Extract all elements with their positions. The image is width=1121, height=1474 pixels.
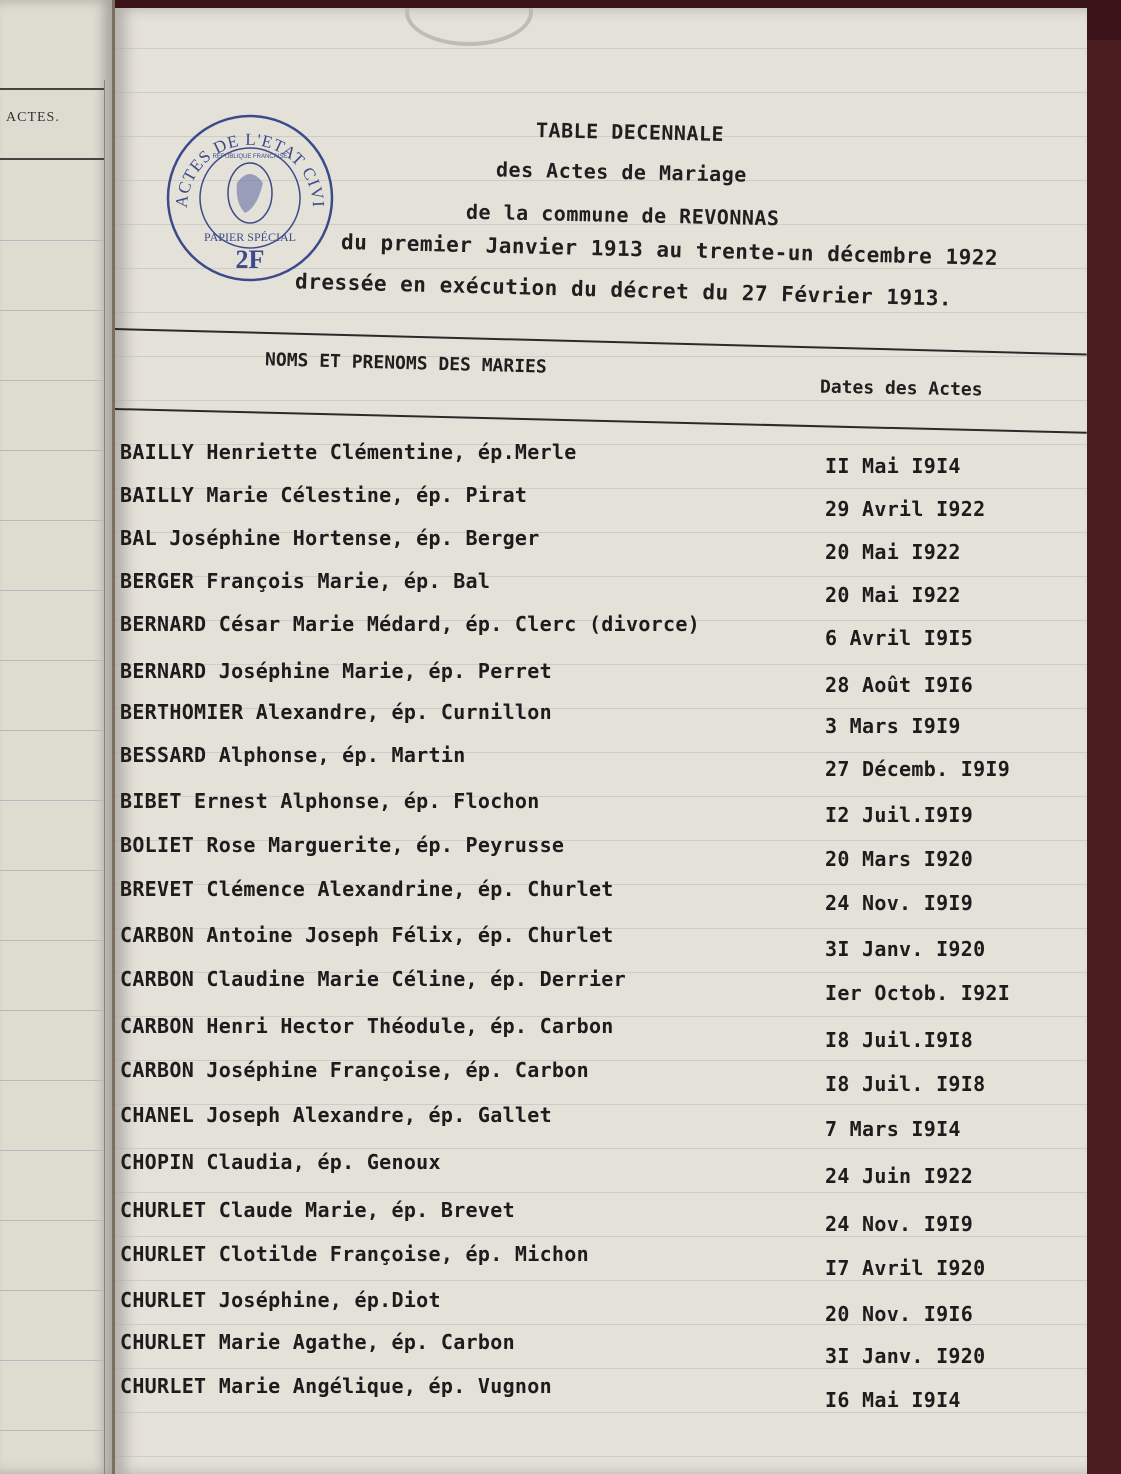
left-page-ruled-line <box>0 310 104 311</box>
left-page-rule <box>0 88 104 90</box>
stamp-top-text: ACTES DE L'ETAT CIVI <box>171 129 329 209</box>
entry-name: BREVET Clémence Alexandrine, ép. Churlet <box>120 877 614 901</box>
page-ruled-line <box>115 1192 1087 1193</box>
left-page-ruled-line <box>0 1430 104 1431</box>
entry-date: 24 Nov. I9I9 <box>825 1212 974 1236</box>
entry-name: BERNARD Joséphine Marie, ép. Perret <box>120 659 552 683</box>
left-page-ruled-line <box>0 380 104 381</box>
marriage-entry <box>115 612 1087 650</box>
entry-date: 20 Mars I920 <box>825 847 974 871</box>
entry-date: II Mai I9I4 <box>825 454 961 478</box>
left-page-ruled-line <box>0 240 104 241</box>
binder-ring <box>405 8 533 46</box>
entry-name: CARBON Claudine Marie Céline, ép. Derrier <box>120 967 626 991</box>
left-page-ruled-line <box>0 660 104 661</box>
marriage-entry <box>115 1374 1087 1412</box>
left-page-ruled-line <box>0 1150 104 1151</box>
document-title: TABLE DECENNALE <box>535 118 725 146</box>
entry-name: BERTHOMIER Alexandre, ép. Curnillon <box>120 700 552 724</box>
left-page-margin-line <box>104 80 105 1474</box>
document-subtitle: des Actes de Mariage <box>495 157 748 187</box>
names-column-header: NOMS ET PRENOMS DES MARIES <box>264 349 547 378</box>
entry-date: I2 Juil.I9I9 <box>825 803 974 827</box>
marriage-entry <box>115 789 1087 827</box>
header-separator-bottom <box>115 408 1087 434</box>
page-ruled-line <box>115 1368 1087 1369</box>
entry-name: CHURLET Joséphine, ép.Diot <box>120 1288 441 1312</box>
page-ruled-line <box>115 312 1087 313</box>
left-page-ruled-line <box>0 1220 104 1221</box>
left-page-ruled-line <box>0 1290 104 1291</box>
page-ruled-line <box>115 1412 1087 1413</box>
entry-date: 20 Mai I922 <box>825 540 961 564</box>
page-ruled-line <box>115 1280 1087 1281</box>
marriage-entry <box>115 569 1087 607</box>
marriage-entry <box>115 1103 1087 1141</box>
page-ruled-line <box>115 1236 1087 1237</box>
marriage-entry <box>115 659 1087 697</box>
left-page-ruled-line <box>0 940 104 941</box>
left-page-ruled-line <box>0 800 104 801</box>
period-line: du premier Janvier 1913 au trente-un décembre 1922 <box>340 229 999 271</box>
entry-name: CHURLET Marie Agathe, ép. Carbon <box>120 1330 515 1354</box>
left-page <box>0 0 115 1474</box>
entry-name: BESSARD Alphonse, ép. Martin <box>120 743 466 767</box>
entry-name: CHURLET Claude Marie, ép. Brevet <box>120 1198 515 1222</box>
entry-name: CARBON Antoine Joseph Félix, ép. Churlet <box>120 923 614 947</box>
entry-date: 20 Nov. I9I6 <box>825 1302 974 1326</box>
marriage-entry <box>115 483 1087 521</box>
marriage-entry <box>115 1198 1087 1236</box>
entry-name: BIBET Ernest Alphonse, ép. Flochon <box>120 789 540 813</box>
entry-date: I8 Juil.I9I8 <box>825 1028 974 1052</box>
marriage-entry <box>115 1330 1087 1368</box>
left-page-ruled-line <box>0 1080 104 1081</box>
entry-date: 3I Janv. I920 <box>825 937 986 961</box>
marriage-entry <box>115 1014 1087 1052</box>
entry-date: 20 Mai I922 <box>825 583 961 607</box>
entry-name: BAILLY Henriette Clémentine, ép.Merle <box>120 440 577 464</box>
entry-name: CHURLET Clotilde Françoise, ép. Michon <box>120 1242 589 1266</box>
page-ruled-line <box>115 400 1087 401</box>
stamp-label: PAPIER SPÉCIAL <box>204 230 296 244</box>
marriage-entry <box>115 1242 1087 1280</box>
left-page-ruled-line <box>0 870 104 871</box>
entry-name: CHURLET Marie Angélique, ép. Vugnon <box>120 1374 552 1398</box>
entry-name: BAILLY Marie Célestine, ép. Pirat <box>120 483 528 507</box>
header-separator-top <box>115 328 1087 355</box>
left-page-rule <box>0 158 104 160</box>
left-page-ruled-line <box>0 520 104 521</box>
marriage-entry <box>115 1150 1087 1188</box>
entry-date: Ier Octob. I92I <box>825 981 1011 1005</box>
entry-name: BERGER François Marie, ép. Bal <box>120 569 491 593</box>
entry-date: 29 Avril I922 <box>825 497 986 521</box>
entry-date: 28 Août I9I6 <box>825 673 974 697</box>
entry-date: I6 Mai I9I4 <box>825 1388 961 1412</box>
entry-date: 3I Janv. I920 <box>825 1344 986 1368</box>
marriage-entry <box>115 700 1087 738</box>
register-page <box>115 8 1087 1474</box>
entry-date: 6 Avril I9I5 <box>825 626 974 650</box>
stamp-price: 2F <box>235 245 265 274</box>
entry-name: BAL Joséphine Hortense, ép. Berger <box>120 526 540 550</box>
marriage-entry <box>115 833 1087 871</box>
left-page-ruled-line <box>0 590 104 591</box>
marriage-entry <box>115 967 1087 1005</box>
entry-name: CARBON Joséphine Françoise, ép. Carbon <box>120 1058 589 1082</box>
entry-name: CARBON Henri Hector Théodule, ép. Carbon <box>120 1014 614 1038</box>
page-ruled-line <box>115 48 1087 49</box>
left-page-ruled-line <box>0 450 104 451</box>
commune-line: de la commune de REVONNAS <box>465 199 780 231</box>
left-page-ruled-line <box>0 1360 104 1361</box>
civil-status-stamp <box>165 113 335 283</box>
entry-date: I7 Avril I920 <box>825 1256 986 1280</box>
page-ruled-line <box>115 1148 1087 1149</box>
entry-name: CHOPIN Claudia, ép. Genoux <box>120 1150 441 1174</box>
entry-date: 24 Juin I922 <box>825 1164 974 1188</box>
entry-name: BOLIET Rose Marguerite, ép. Peyrusse <box>120 833 565 857</box>
marriage-entry <box>115 1058 1087 1096</box>
marriage-entry <box>115 743 1087 781</box>
entry-date: 27 Décemb. I9I9 <box>825 757 1011 781</box>
entry-date: I8 Juil. I9I8 <box>825 1072 986 1096</box>
left-page-ruled-line <box>0 1010 104 1011</box>
entry-date: 24 Nov. I9I9 <box>825 891 974 915</box>
entry-name: CHANEL Joseph Alexandre, ép. Gallet <box>120 1103 552 1127</box>
entry-name: BERNARD César Marie Médard, ép. Clerc (divorce) <box>120 612 701 636</box>
stamp-inner-text: REPUBLIQUE FRANCAISE <box>212 154 288 160</box>
marriage-entry <box>115 923 1087 961</box>
page-ruled-line <box>115 92 1087 93</box>
entry-date: 7 Mars I9I4 <box>825 1117 961 1141</box>
marriage-entry <box>115 440 1087 478</box>
binding-edge <box>1087 40 1121 1474</box>
page-ruled-line <box>115 1456 1087 1457</box>
marriage-entry <box>115 877 1087 915</box>
entry-date: 3 Mars I9I9 <box>825 714 961 738</box>
marriage-entry <box>115 526 1087 564</box>
left-page-ruled-line <box>0 730 104 731</box>
left-page-header: ACTES. <box>6 110 60 125</box>
marriage-entry <box>115 1288 1087 1326</box>
page-ruled-line <box>115 356 1087 357</box>
dates-column-header: Dates des Actes <box>819 376 983 401</box>
decree-line: dressée en exécution du décret du 27 Février 1913. <box>294 269 953 311</box>
